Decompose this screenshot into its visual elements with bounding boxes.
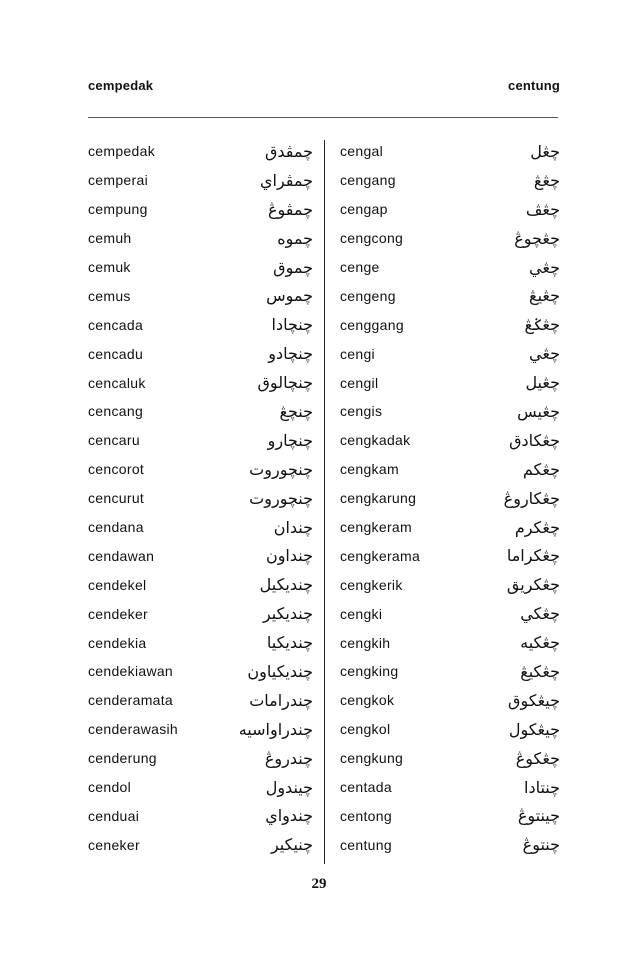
dictionary-entry <box>88 281 313 310</box>
entry-latin: cengkeram <box>340 519 412 536</box>
entry-latin: cendeker <box>88 605 148 622</box>
dictionary-entry <box>340 166 560 195</box>
dictionary-entry <box>88 339 313 368</box>
entry-jawi: چڠڤ <box>525 199 560 219</box>
entry-latin: cengki <box>340 605 383 622</box>
entry-latin: cengang <box>340 172 396 189</box>
entry-jawi: چڠيس <box>517 401 560 421</box>
dictionary-entry <box>88 599 313 628</box>
dictionary-entry <box>340 368 560 397</box>
entry-latin: cendana <box>88 519 144 536</box>
dictionary-entry <box>88 715 313 744</box>
entry-jawi: چڠيڠ <box>529 286 560 306</box>
dictionary-entry <box>340 513 560 542</box>
entry-jawi: چڠي <box>529 257 560 277</box>
dictionary-entry <box>340 484 560 513</box>
entry-latin: cengkung <box>340 750 404 767</box>
dictionary-entry <box>340 195 560 224</box>
entry-latin: cenderung <box>88 750 157 767</box>
entry-jawi: چنديکيل <box>259 575 313 595</box>
entry-jawi: چڠکوڠ <box>515 748 560 768</box>
entry-latin: cengil <box>340 374 379 391</box>
entry-latin: cengkarung <box>340 490 417 507</box>
entry-latin: cenderamata <box>88 692 174 709</box>
dictionary-entry <box>88 628 313 657</box>
entry-jawi: چندان <box>273 517 313 537</box>
entry-jawi: چمڤراي <box>259 170 313 190</box>
dictionary-entry <box>340 830 560 859</box>
entry-jawi: چنچارو <box>267 430 313 450</box>
entry-latin: cenderawasih <box>88 721 178 738</box>
entry-latin: cemuk <box>88 259 131 275</box>
dictionary-entry <box>340 686 560 715</box>
entry-jawi: چنديکياون <box>247 661 313 681</box>
entry-latin: cenge <box>340 259 380 275</box>
entry-latin: centada <box>340 779 392 796</box>
entry-latin: cenggang <box>340 316 404 333</box>
entry-latin: cendol <box>88 779 132 796</box>
entry-latin: cendekia <box>88 634 147 651</box>
entry-latin: cendawan <box>88 547 155 564</box>
dictionary-entry <box>88 830 313 859</box>
dictionary-entry <box>88 195 313 224</box>
entry-jawi: چموق <box>273 257 313 277</box>
entry-latin: cengkih <box>340 634 391 651</box>
entry-jawi: چنچالوق <box>257 373 313 393</box>
entry-latin: cengkok <box>340 692 395 709</box>
entry-latin: cengkadak <box>340 432 411 449</box>
entry-latin: centung <box>340 836 392 853</box>
dictionary-entry <box>88 253 313 282</box>
entry-jawi: چنچڠ <box>279 401 313 421</box>
entry-jawi: چڠي <box>529 344 560 364</box>
entry-jawi: چنتوڠ <box>522 835 560 855</box>
dictionary-entry <box>88 773 313 802</box>
header-rule <box>88 117 558 118</box>
entry-latin: ceneker <box>88 836 140 853</box>
guide-word-left: cempedak <box>88 78 154 93</box>
dictionary-entry <box>88 224 313 253</box>
entry-jawi: چينتوڠ <box>517 806 560 826</box>
entry-latin: cencaru <box>88 432 140 449</box>
dictionary-entry <box>340 801 560 830</box>
dictionary-entry <box>340 281 560 310</box>
dictionary-entry <box>88 513 313 542</box>
entry-latin: cemuh <box>88 230 132 247</box>
entry-latin: cengkerik <box>340 576 403 593</box>
entry-latin: cendekiawan <box>88 663 174 680</box>
dictionary-entry <box>88 455 313 484</box>
entry-jawi: چڠکم <box>522 459 560 479</box>
entry-jawi: چڠکيڠ <box>520 661 560 681</box>
entry-jawi: چڠکريق <box>506 575 560 595</box>
entry-jawi: چڠيل <box>525 373 560 393</box>
dictionary-entry <box>340 426 560 455</box>
entry-jawi: چڠکي <box>520 604 560 624</box>
dictionary-entry <box>88 484 313 513</box>
dictionary-entry <box>88 166 313 195</box>
entry-jawi: چڠکاروڠ <box>503 488 560 508</box>
right-column <box>340 137 560 859</box>
dictionary-entry <box>88 137 313 166</box>
dictionary-entry <box>340 715 560 744</box>
entry-jawi: چڠل <box>530 141 560 161</box>
dictionary-entry <box>340 628 560 657</box>
entry-latin: cencada <box>88 316 144 333</box>
dictionary-entry <box>340 570 560 599</box>
dictionary-entry <box>88 744 313 773</box>
page-number: 29 <box>311 876 327 892</box>
dictionary-entry <box>88 801 313 830</box>
entry-latin: cengkerama <box>340 547 421 564</box>
entry-jawi: چڠکادق <box>509 430 560 450</box>
entry-latin: cencurut <box>88 490 145 507</box>
entry-jawi: چيڠکول <box>508 719 560 739</box>
left-column <box>88 137 313 859</box>
entry-jawi: چنديکيا <box>266 633 313 653</box>
entry-latin: cempung <box>88 201 148 218</box>
entry-jawi: چندروڠ <box>264 748 313 768</box>
entry-jawi: چنچوروت <box>249 459 313 479</box>
dictionary-entry <box>88 426 313 455</box>
entry-jawi: چنچادا <box>271 315 313 335</box>
entry-latin: cengal <box>340 143 384 160</box>
entry-jawi: چمڤوڠ <box>267 199 313 219</box>
dictionary-entry <box>340 541 560 570</box>
dictionary-entry <box>340 773 560 802</box>
entry-latin: cengkam <box>340 461 399 478</box>
dictionary-entry <box>340 657 560 686</box>
entry-jawi: چڠکراما <box>506 546 560 566</box>
entry-latin: cencang <box>88 403 144 420</box>
dictionary-entry <box>88 657 313 686</box>
entry-latin: cencadu <box>88 345 144 362</box>
entry-jawi: چيندول <box>265 777 313 797</box>
dictionary-entry <box>88 397 313 426</box>
entry-latin: cempedak <box>88 143 155 160</box>
entry-jawi: چنچادو <box>268 344 313 364</box>
entry-latin: cengcong <box>340 230 404 247</box>
dictionary-entry <box>88 368 313 397</box>
entry-jawi: چمڤدق <box>264 141 313 161</box>
dictionary-entry <box>340 137 560 166</box>
entry-latin: cengkol <box>340 721 391 738</box>
entry-jawi: چڠچوڠ <box>514 228 560 248</box>
dictionary-entry <box>340 599 560 628</box>
entry-latin: centong <box>340 807 392 824</box>
dictionary-entry <box>340 339 560 368</box>
entry-latin: cencaluk <box>88 374 146 391</box>
entry-jawi: چنتادا <box>524 777 560 797</box>
entry-latin: cengking <box>340 663 399 680</box>
entry-latin: cendekel <box>88 576 147 593</box>
dictionary-entry <box>340 224 560 253</box>
entry-latin: cengi <box>340 345 375 362</box>
entry-jawi: چندواي <box>265 806 313 826</box>
entry-jawi: چڠکيه <box>520 633 560 653</box>
entry-jawi: چنچوروت <box>249 488 313 508</box>
entry-jawi: چموس <box>266 286 313 306</box>
guide-word-right: centung <box>508 78 560 93</box>
entry-jawi: چنديکير <box>262 604 313 624</box>
entry-latin: cemus <box>88 287 131 304</box>
entry-latin: cencorot <box>88 461 145 478</box>
dictionary-entry <box>340 310 560 339</box>
column-divider <box>324 140 325 864</box>
entry-jawi: چڠکرم <box>514 517 560 537</box>
entry-jawi: چنداون <box>265 546 313 566</box>
entry-latin: cemperai <box>88 172 148 189</box>
entry-latin: cengeng <box>340 287 396 304</box>
dictionary-entry <box>340 397 560 426</box>
dictionary-entry <box>88 541 313 570</box>
entry-jawi: چنيکير <box>270 835 313 855</box>
entry-jawi: چڠڠ <box>533 170 560 190</box>
entry-latin: cengis <box>340 403 383 420</box>
dictionary-entry <box>88 310 313 339</box>
entry-jawi: چندراواسيه <box>238 719 313 739</box>
entry-latin: cenduai <box>88 807 140 824</box>
dictionary-entry <box>340 455 560 484</box>
entry-jawi: چموه <box>277 228 313 248</box>
entry-jawi: چيڠکوق <box>508 690 560 710</box>
entry-jawi: چندرامات <box>249 690 313 710</box>
dictionary-entry <box>88 570 313 599</box>
entry-jawi: چڠݢڠ <box>524 315 560 335</box>
dictionary-entry <box>340 744 560 773</box>
dictionary-entry <box>340 253 560 282</box>
dictionary-entry <box>88 686 313 715</box>
entry-latin: cengap <box>340 201 388 218</box>
